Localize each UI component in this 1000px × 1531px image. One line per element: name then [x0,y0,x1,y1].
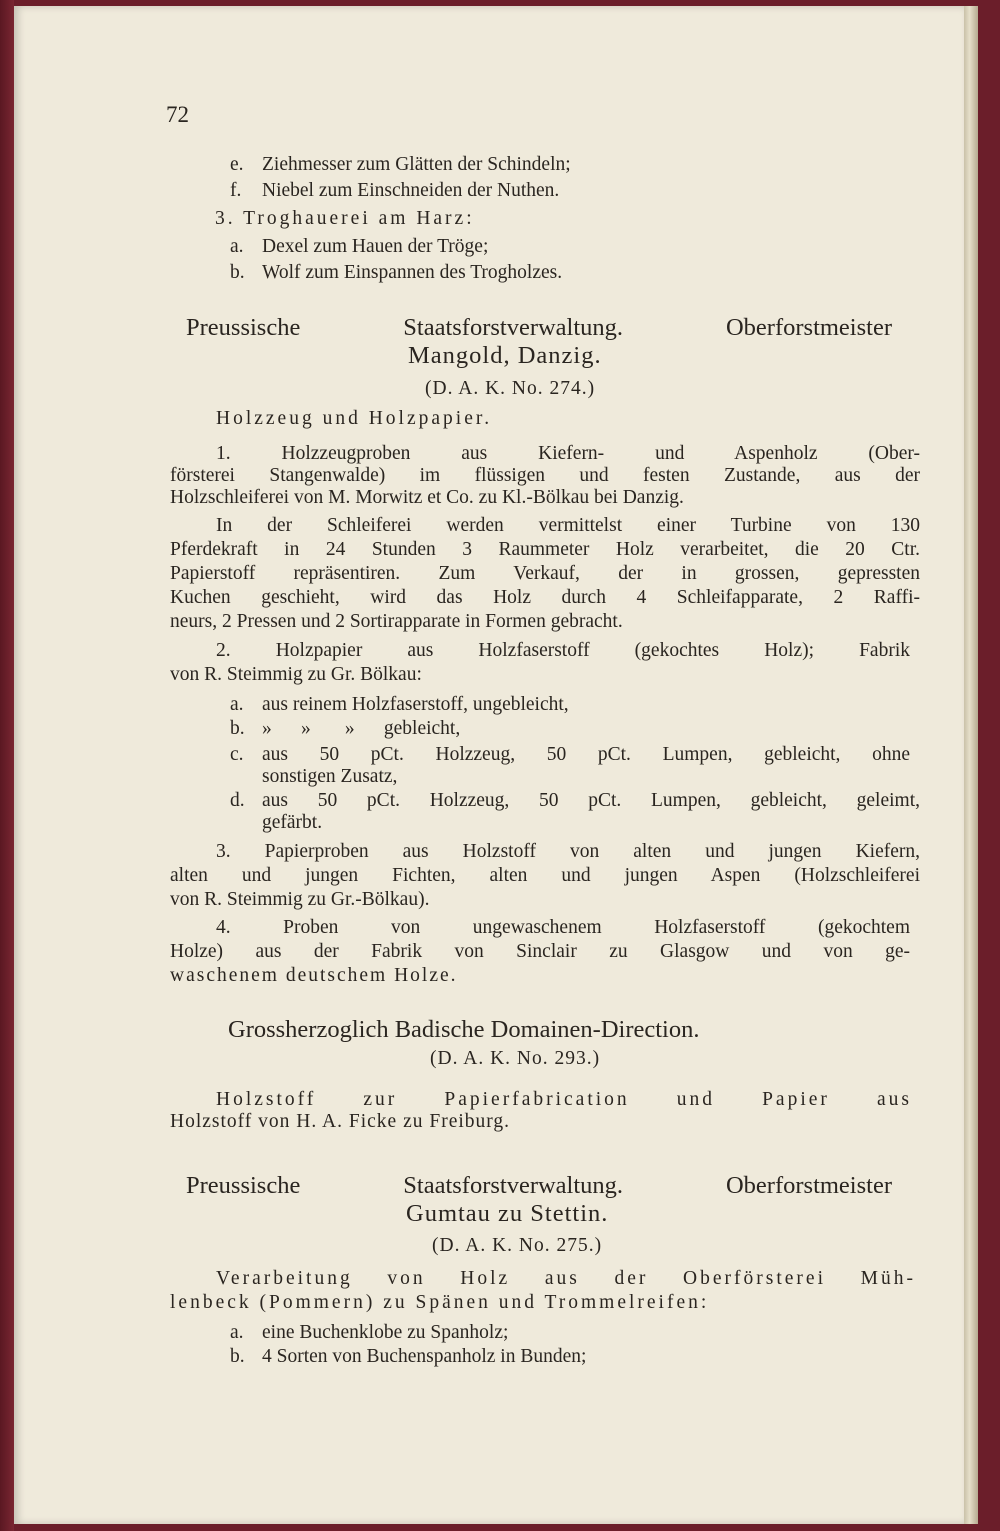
list-marker: b. [230,1346,245,1367]
list-marker: f. [230,180,242,201]
paragraph-line: In der Schleiferei werden vermittelst einer Turbine von 130 [216,515,920,536]
paragraph-line: lenbeck (Pommern) zu Spänen und Trommelreifen: [170,1292,710,1313]
list-item: aus 50 pCt. Holzzeug, 50 pCt. Lumpen, gebleicht, geleimt, [262,790,920,811]
list-item: aus 50 pCt. Holzzeug, 50 pCt. Lumpen, gebleicht, ohne [262,744,910,765]
list-marker: b. [230,718,245,739]
paragraph-line: von R. Steimmig zu Gr.-Bölkau). [170,889,430,910]
list-item: gefärbt. [262,812,323,833]
paragraph-line: von R. Steimmig zu Gr. Bölkau: [170,664,422,685]
section1-title-line2: Mangold, Danzig. [408,342,602,369]
list-marker: e. [230,154,244,175]
list-marker: a. [230,236,244,257]
paragraph-line: Holzstoff zur Papierfabrication und Papier aus [216,1089,912,1110]
paragraph-line: Pferdekraft in 24 Stunden 3 Raummeter Holz verarbeitet, die 20 Ctr. [170,539,920,560]
paragraph-line: Verarbeitung von Holz aus der Oberförsterei Müh- [216,1268,916,1289]
section1-ref: (D. A. K. No. 274.) [425,378,596,399]
section3-title-line2: Gumtau zu Stettin. [406,1200,609,1227]
section3-ref: (D. A. K. No. 275.) [432,1235,603,1256]
section1-title: Preussische Staatsforstverwaltung. Oberforstmeister [186,314,892,341]
paragraph-line: 4. Proben von ungewaschenem Holzfaserstoff (gekochtem [216,917,910,938]
paragraph-line: neurs, 2 Pressen und 2 Sortirapparate in Formen gebracht. [170,611,623,632]
list-item: » » » gebleicht, [262,718,461,739]
list-item: sonstigen Zusatz, [262,766,398,787]
paragraph-line: waschenem deutschem Holze. [170,965,458,986]
paragraph-line: alten und jungen Fichten, alten und jungen Aspen (Holzschleiferei [170,865,920,886]
section2-title: Grossherzoglich Badische Domainen-Direction. [228,1016,700,1043]
paragraph-line: Holzstoff von H. A. Ficke zu Freiburg. [170,1111,511,1132]
paragraph-line: Holze) aus der Fabrik von Sinclair zu Glasgow und von ge- [170,941,910,962]
list-marker: a. [230,1322,244,1343]
page-stack-edge [964,6,978,1524]
list-item: eine Buchenklobe zu Spanholz; [262,1322,509,1343]
list-item: aus reinem Holzfaserstoff, ungebleicht, [262,694,569,715]
list-marker: c. [230,744,244,765]
paragraph-line: försterei Stangenwalde) im flüssigen und festen Zustande, aus der [170,465,920,486]
paragraph-line: 1. Holzzeugproben aus Kiefern- und Aspenholz (Ober- [216,443,920,464]
list-marker: b. [230,262,245,283]
section1-subtitle: Holzzeug und Holzpapier. [216,408,493,429]
list-marker: a. [230,694,244,715]
paragraph-line: 3. Papierproben aus Holzstoff von alten und jungen Kiefern, [216,841,920,862]
list-item: Ziehmesser zum Glätten der Schindeln; [262,154,571,175]
book-cover-edge [0,0,14,1531]
paragraph-line: Kuchen geschieht, wird das Holz durch 4 Schleifapparate, 2 Raffi- [170,587,920,608]
list-item: Niebel zum Einschneiden der Nuthen. [262,180,560,201]
paragraph-line: Holzschleiferei von M. Morwitz et Co. zu Kl.-Bölkau bei Danzig. [170,487,684,508]
list-item: 4 Sorten von Buchenspanholz in Bunden; [262,1346,587,1367]
list-marker: d. [230,790,245,811]
section2-ref: (D. A. K. No. 293.) [430,1048,601,1069]
page-number: 72 [166,102,189,127]
section3-title: Preussische Staatsforstverwaltung. Oberforstmeister [186,1172,892,1199]
troghauerei-heading: 3. Troghauerei am Harz: [215,208,475,229]
list-item: Dexel zum Hauen der Tröge; [262,236,489,257]
paragraph-line: 2. Holzpapier aus Holzfaserstoff (gekochtes Holz); Fabrik [216,640,910,661]
paragraph-line: Papierstoff repräsentiren. Zum Verkauf, der in grossen, gepressten [170,563,920,584]
list-item: Wolf zum Einspannen des Trogholzes. [262,262,563,283]
